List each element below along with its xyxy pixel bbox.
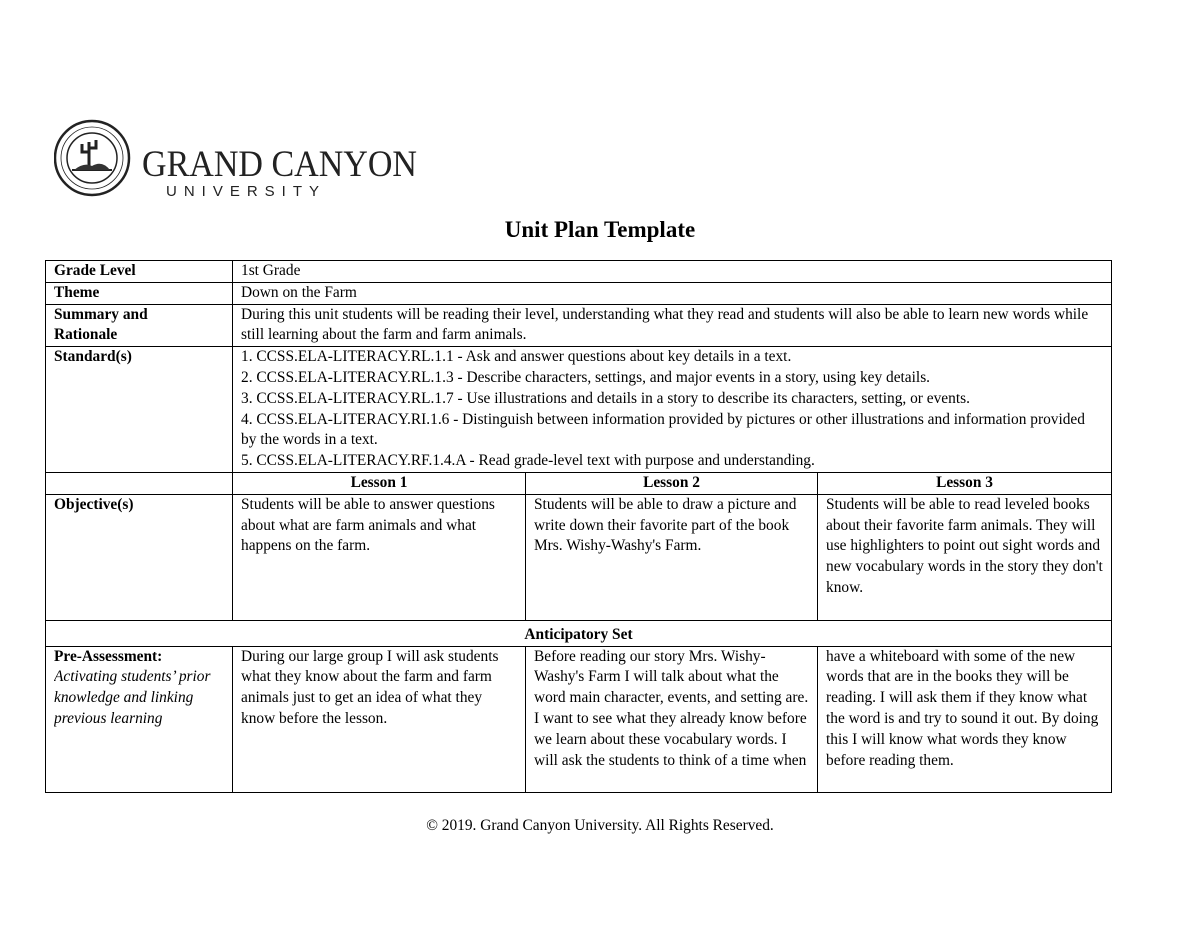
university-seal-icon bbox=[54, 118, 424, 200]
summary-label-line-2: Rationale bbox=[54, 326, 118, 344]
theme-label: Theme bbox=[46, 282, 233, 304]
pre-assessment-label-cell bbox=[46, 646, 233, 792]
table-row-objectives bbox=[46, 494, 1112, 620]
table-row-anticipatory-set bbox=[46, 620, 1112, 646]
table-row-summary bbox=[46, 304, 1112, 347]
summary-value: During this unit students will be reading their level, understanding what they read and students will also be able to learn new words while still learning about the farm and farm animals. bbox=[233, 304, 1112, 347]
grade-level-label: Grade Level bbox=[46, 261, 233, 283]
table-row-grade-level bbox=[46, 261, 1112, 283]
lesson-2-pre-assessment bbox=[526, 646, 818, 792]
lesson-2-objective: Students will be able to draw a picture and write down their favorite part of the book Mrs. Wishy-Washy's Farm. bbox=[526, 494, 818, 620]
table-row-theme bbox=[46, 282, 1112, 304]
table-row-lesson-headers bbox=[46, 472, 1112, 494]
table-row-standards bbox=[46, 347, 1112, 473]
lesson-1-pre-assessment bbox=[233, 646, 526, 792]
table-row-pre-assessment bbox=[46, 646, 1112, 792]
anticipatory-set-header: Anticipatory Set bbox=[46, 620, 1112, 646]
summary-label bbox=[46, 304, 233, 347]
lesson-2-header: Lesson 2 bbox=[526, 472, 818, 494]
lesson-3-header: Lesson 3 bbox=[818, 472, 1112, 494]
pre-assessment-sublabel: Activating students’ prior knowledge and linking previous learning bbox=[54, 668, 211, 727]
university-logo bbox=[54, 118, 424, 200]
lesson-1-objective: Students will be able to answer questions about what are farm animals and what happens on the farm. bbox=[233, 494, 526, 620]
standard-item: 1. CCSS.ELA-LITERACY.RL.1.1 - Ask and answer questions about key details in a text. bbox=[241, 348, 792, 366]
unit-plan-table bbox=[45, 260, 1112, 793]
logo-name: GRAND CANYON bbox=[142, 144, 417, 185]
standards-label: Standard(s) bbox=[46, 347, 233, 473]
standard-item: 3. CCSS.ELA-LITERACY.RL.1.7 - Use illustrations and details in a story to describe its characters, setting, or events. bbox=[241, 389, 970, 407]
pre-assessment-label: Pre-Assessment: bbox=[54, 647, 163, 665]
lesson-3-pre-assessment-text: have a whiteboard with some of the new words that are in the books they will be reading. I will ask them if they know what the word is and try to sound it out. By doing this I will know what words they know before reading them. bbox=[826, 647, 1099, 769]
empty-cell bbox=[46, 472, 233, 494]
lesson-1-header: Lesson 1 bbox=[233, 472, 526, 494]
logo-subtitle: UNIVERSITY bbox=[166, 183, 327, 200]
standard-item: 4. CCSS.ELA-LITERACY.RI.1.6 - Distinguish between information provided by pictures or other illustrations and information provided by the words in a text. bbox=[241, 410, 1085, 449]
standard-item: 2. CCSS.ELA-LITERACY.RL.1.3 - Describe characters, settings, and major events in a story, using key details. bbox=[241, 368, 931, 386]
copyright-footer: © 2019. Grand Canyon University. All Rights Reserved. bbox=[426, 817, 774, 834]
theme-value: Down on the Farm bbox=[233, 282, 1112, 304]
summary-label-line-1: Summary and bbox=[54, 305, 148, 323]
standards-list bbox=[233, 347, 1112, 473]
grade-level-value: 1st Grade bbox=[233, 261, 1112, 283]
standard-item: 5. CCSS.ELA-LITERACY.RF.1.4.A - Read grade-level text with purpose and understanding. bbox=[241, 452, 815, 470]
lesson-3-pre-assessment bbox=[818, 646, 1112, 792]
objectives-label: Objective(s) bbox=[46, 494, 233, 620]
lesson-3-objective: Students will be able to read leveled books about their favorite farm animals. They will use highlighters to point out sight words and new vocabulary words in the story they don't know. bbox=[818, 494, 1112, 620]
lesson-2-pre-assessment-text: Before reading our story Mrs. Wishy-Washy's Farm I will talk about what the word main character, events, and setting are. I want to see what they already know before we learn about these vocabulary words. I will ask the students to think of a time when bbox=[534, 647, 809, 769]
page-title: Unit Plan Template bbox=[504, 217, 696, 242]
lesson-1-pre-assessment-text: During our large group I will ask students what they know about the farm and farm animals just to get an idea of what they know before the lesson. bbox=[241, 647, 499, 727]
